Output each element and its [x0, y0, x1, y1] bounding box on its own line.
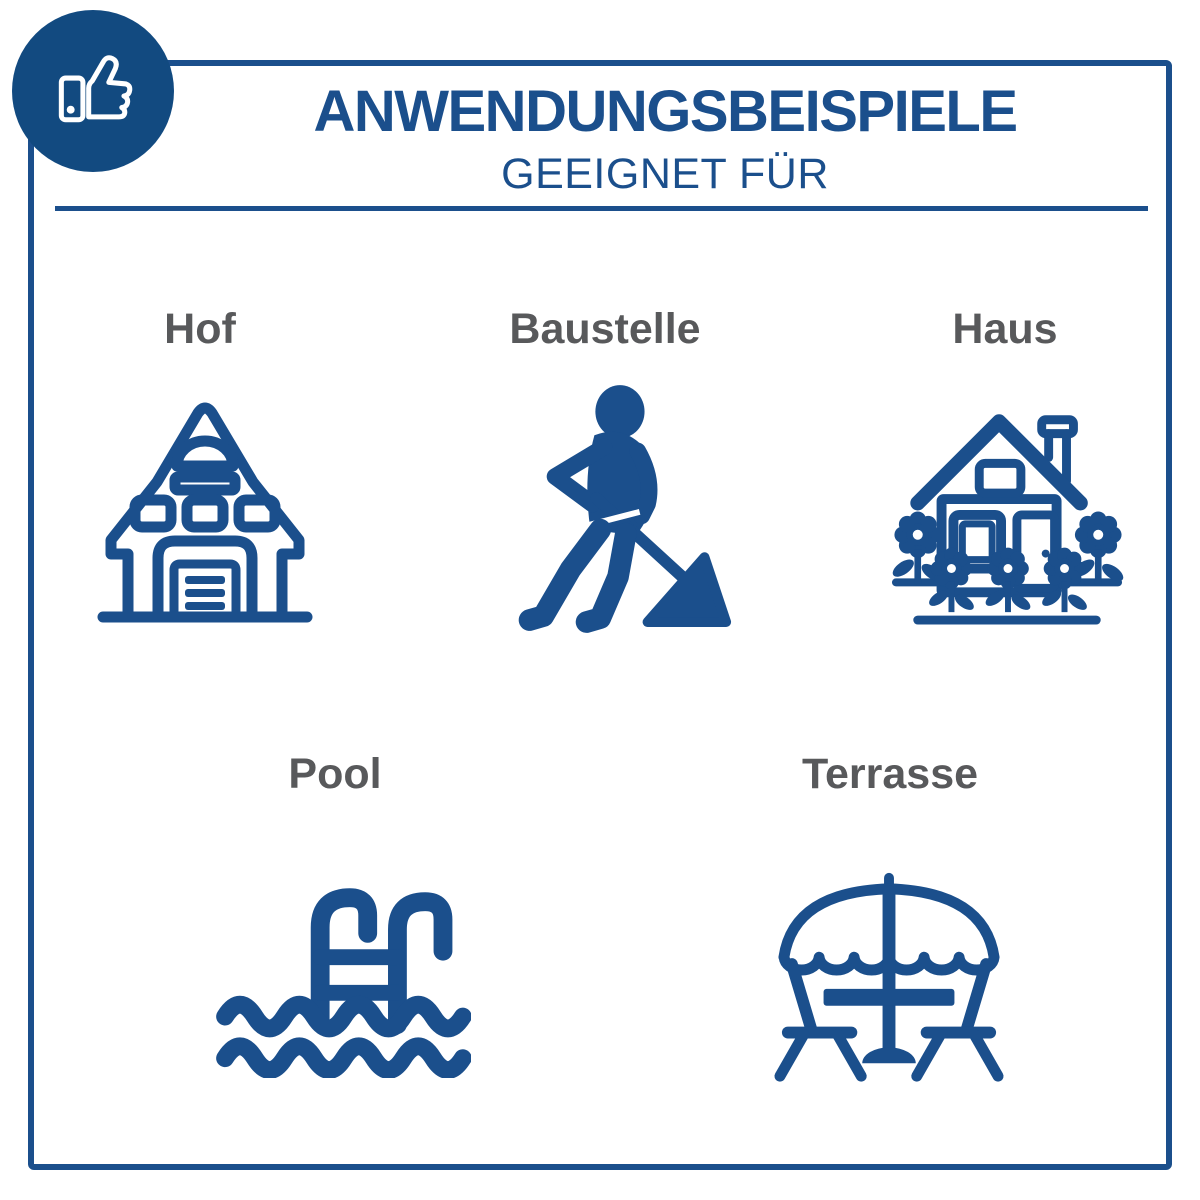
- item-label-baustelle: Baustelle: [509, 305, 701, 353]
- page-title: ANWENDUNGSBEISPIELE: [313, 79, 1017, 144]
- construction-worker-icon: [500, 380, 736, 634]
- item-label-terrasse: Terrasse: [801, 750, 979, 798]
- patio-table-umbrella-icon: [760, 862, 1018, 1092]
- item-label-pool: Pool: [288, 750, 382, 798]
- item-label-haus: Haus: [952, 305, 1058, 353]
- item-label-hof: Hof: [164, 305, 236, 353]
- page-subtitle: GEEIGNET FÜR: [501, 150, 829, 198]
- house-with-flowers-icon: [888, 388, 1126, 628]
- barn-icon: [95, 388, 315, 624]
- pool-ladder-icon: [203, 868, 471, 1078]
- thumbs-up-icon: [34, 32, 152, 150]
- thumbs-up-badge: [12, 10, 174, 172]
- header-divider: [55, 206, 1148, 211]
